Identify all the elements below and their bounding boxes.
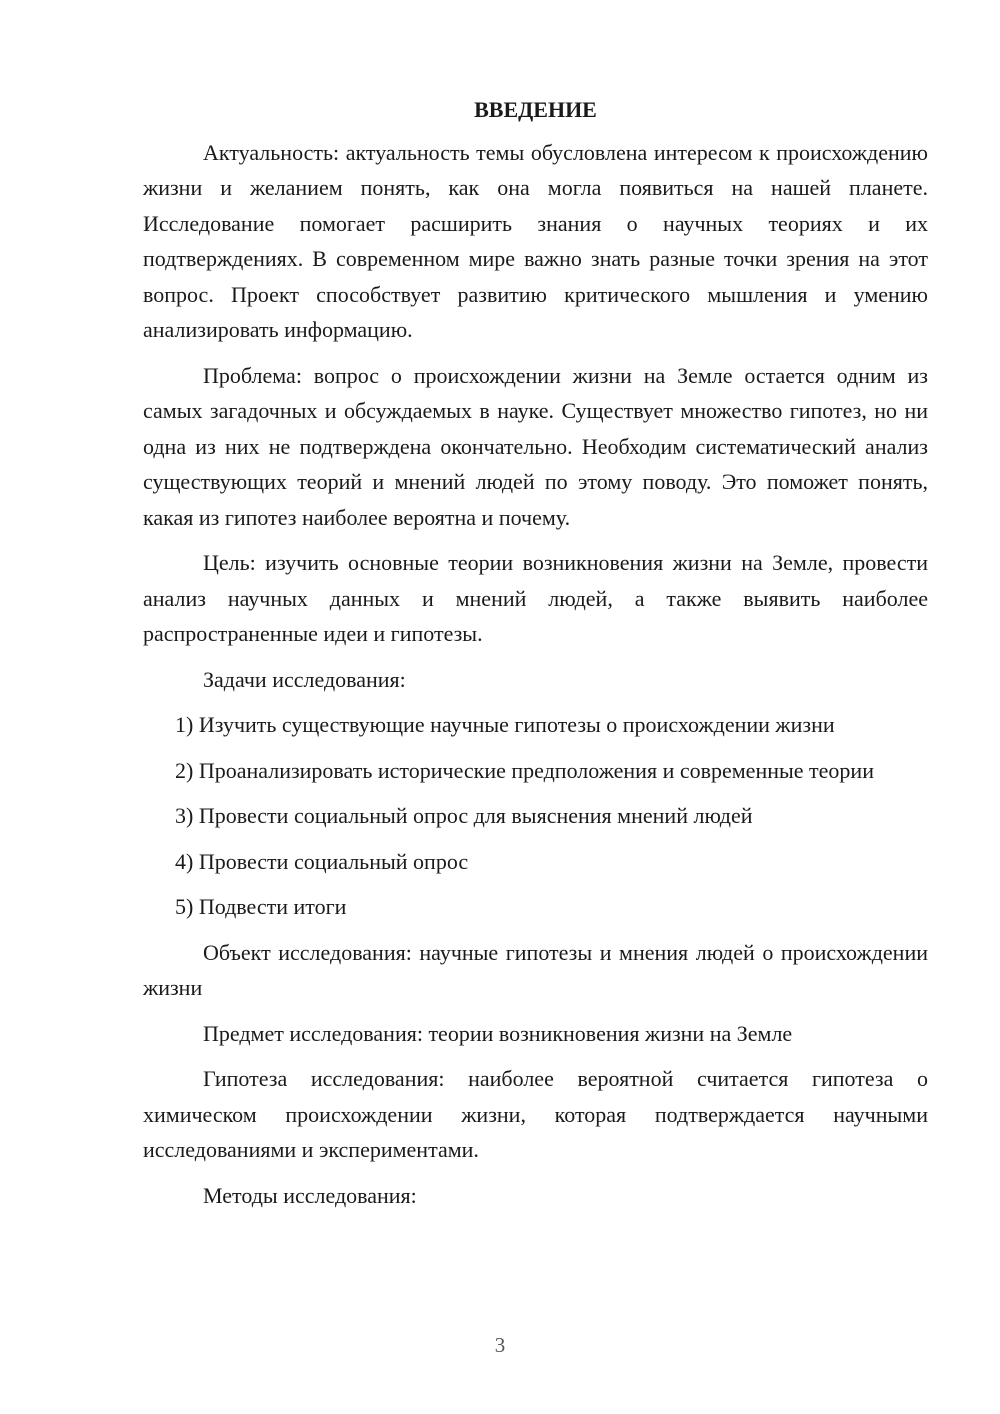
subject-paragraph: Предмет исследования: теории возникновения жизни на Земле (203, 1020, 793, 1046)
page-number: 3 (494, 1333, 506, 1357)
task-item-5: 5) Подвести итоги (175, 894, 347, 919)
object-paragraph: Объект исследования: научные гипотезы и мнения людей о происхождении жизни (143, 939, 928, 1000)
task-item-4: 4) Провести социальный опрос (175, 848, 469, 874)
document-page (143, 92, 928, 1223)
task-item-2: 2) Проанализировать исторические предположения и современные теории (175, 757, 874, 783)
task-item-1: 1) Изучить существующие научные гипотезы о происхождении жизни (175, 712, 835, 737)
task-item-3: 3) Провести социальный опрос для выяснения мнений людей (175, 803, 753, 828)
relevance-paragraph: Актуальность: актуальность темы обусловлена интересом к происхождению жизни и желанием понять, как она могла появиться на нашей планете. Исследование помогает расширить знания о научных теориях и их подтверждениях. В современном мире важно знать разные точки зрения на этот вопрос. Проект способствует развитию критического мышления и умению анализировать информацию. (143, 139, 928, 342)
section-title: ВВЕДЕНИЕ (474, 97, 597, 122)
hypothesis-paragraph: Гипотеза исследования: наиболее вероятной считается гипотеза о химическом происхождении жизни, которая подтверждается научными исследованиями и экспериментами. (143, 1066, 928, 1162)
tasks-heading: Задачи исследования: (203, 666, 406, 692)
problem-paragraph: Проблема: вопрос о происхождении жизни на Земле остается одним из самых загадочных и обсуждаемых в науке. Существует множество гипотез, но ни одна из них не подтверждена окончательно. Необходим систематический анализ существующих теорий и мнений людей по этому поводу. Это поможет понять, какая из гипотез наиболее вероятна и почему. (143, 362, 928, 530)
methods-heading: Методы исследования: (203, 1182, 417, 1208)
goal-paragraph: Цель: изучить основные теории возникновения жизни на Земле, провести анализ научных данных и мнений людей, а также выявить наиболее распространенные идеи и гипотезы. (143, 550, 928, 646)
